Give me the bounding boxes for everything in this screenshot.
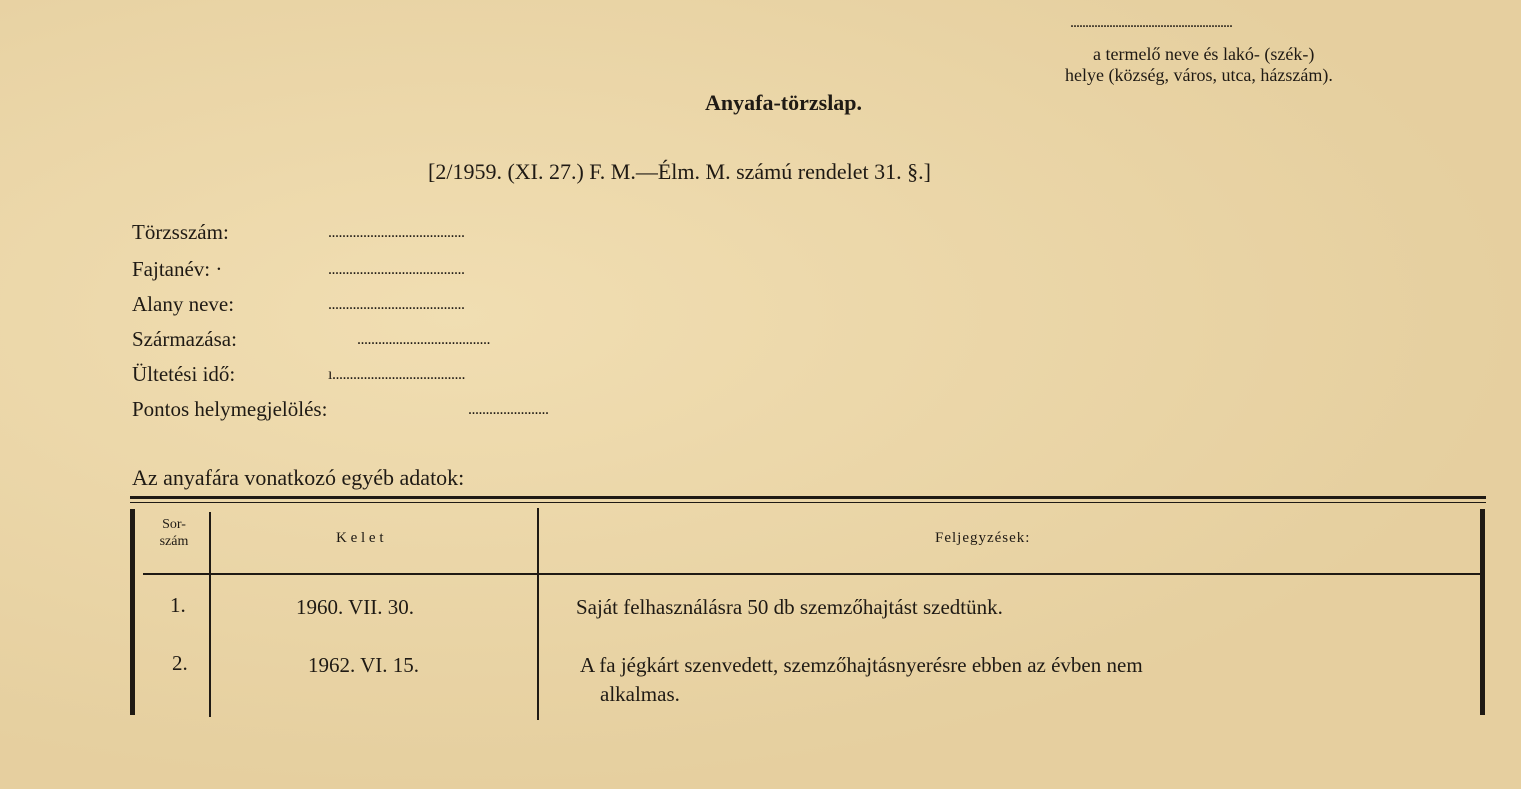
row-2-note-line-1: A fa jégkárt szenvedett, szemzőhajtásnyerésre ebben az évben nem (580, 653, 1143, 677)
row-2-date: 1962. VI. 15. (308, 653, 420, 677)
table-col-divider-1 (209, 512, 211, 717)
producer-dotted-line: ...................................................... (1070, 14, 1232, 31)
row-2-num: 2. (172, 651, 188, 675)
field-value-alany-neve: ....................................... (328, 296, 465, 313)
producer-caption-line-1: a termelő neve és lakó- (szék-) (1093, 44, 1315, 64)
header-sorszam: Sor- szám (159, 517, 189, 549)
header-kelet: K e l e t (336, 530, 384, 546)
field-label-ultetesi-ido: Ültetési idő: (132, 362, 236, 386)
table-left-border (130, 509, 135, 715)
producer-caption-line-2: helye (község, város, utca, házszám). (1065, 65, 1333, 85)
field-label-szarmazasa: Származása: (132, 327, 237, 351)
table-top-rule-thin (130, 502, 1486, 503)
table-col-divider-2 (537, 508, 539, 720)
field-label-fajtanev: Fajtanév: · (132, 257, 223, 281)
field-value-szarmazasa: ...................................... (357, 331, 490, 348)
header-feljegyzesek: Feljegyzések: (935, 530, 1031, 546)
field-value-pontos-helymegjeloles: ....................... (468, 401, 549, 418)
field-value-ultetesi-ido: ı...................................... (328, 366, 465, 383)
row-2-note-line-2: alkalmas. (600, 682, 680, 706)
field-label-torzsszam: Törzsszám: (132, 220, 229, 244)
row-1-date: 1960. VII. 30. (296, 595, 415, 619)
page-title: Anyafa-törzslap. (705, 90, 863, 115)
row-1-num: 1. (170, 593, 186, 617)
decree-reference: [2/1959. (XI. 27.) F. M.—Élm. M. számú rendelet 31. §.] (428, 159, 931, 184)
field-value-fajtanev: ....................................... (328, 261, 465, 278)
table-header-rule (143, 573, 1480, 575)
table-top-rule (130, 496, 1486, 499)
other-data-heading: Az anyafára vonatkozó egyéb adatok: (132, 465, 465, 490)
field-label-pontos-helymegjeloles: Pontos helymegjelölés: (132, 397, 328, 421)
table-right-border (1480, 509, 1485, 715)
row-1-note: Saját felhasználásra 50 db szemzőhajtást szedtünk. (576, 595, 1003, 619)
field-value-torzsszam: ....................................... (328, 224, 465, 241)
field-label-alany-neve: Alany neve: (132, 292, 235, 316)
